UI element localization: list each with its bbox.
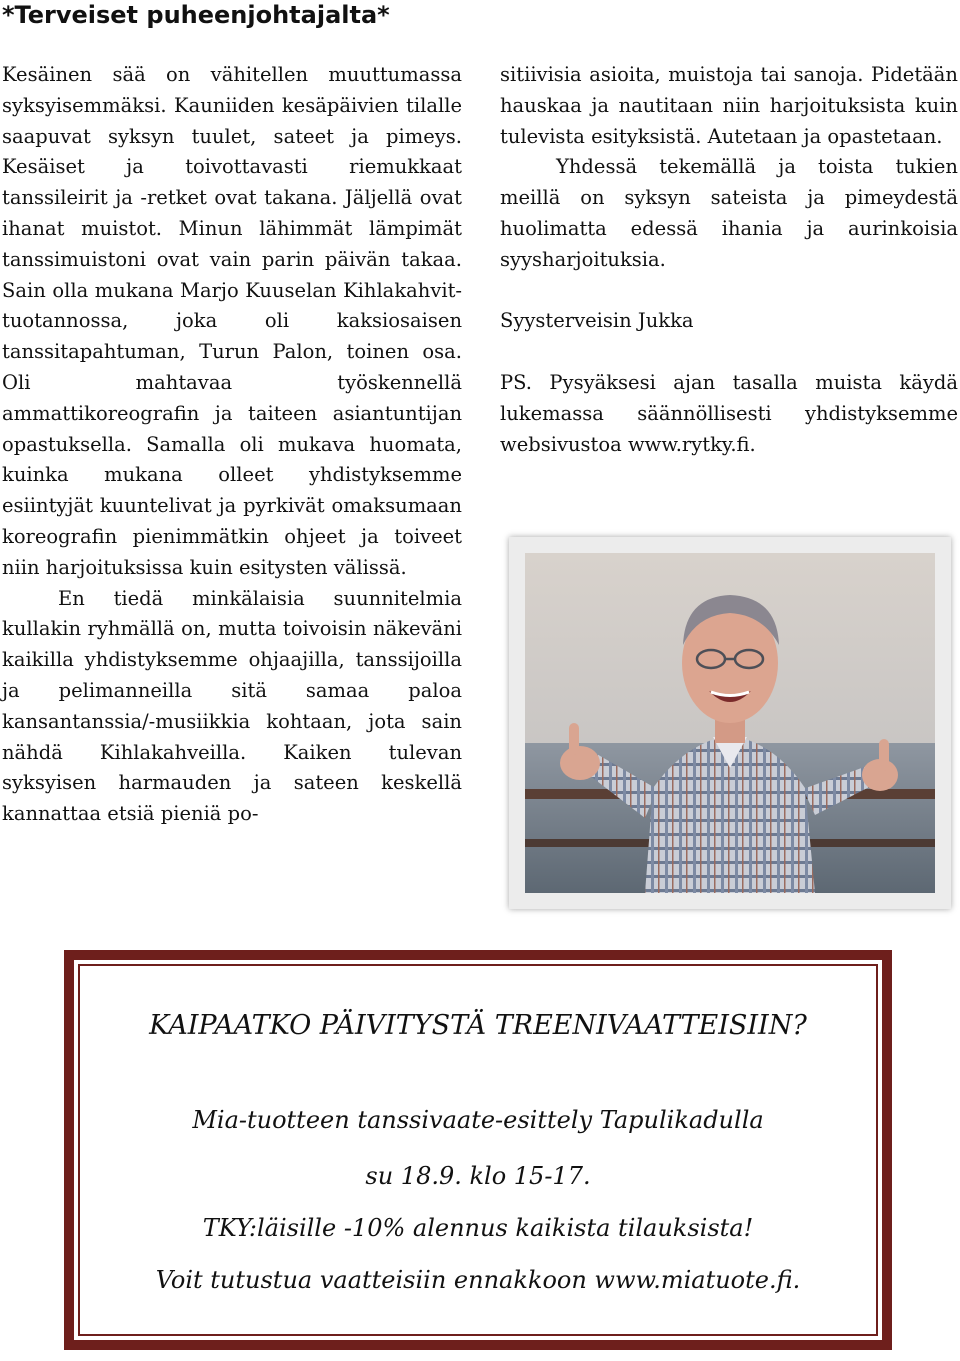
advertisement-box: [64, 950, 892, 1350]
ad-line: Mia-tuotteen tanssivaate-esittely Tapulikadulla: [192, 1106, 764, 1134]
article-paragraph: sitiivisia asioita, muistoja tai sanoja. Pidetään hauskaa ja nautitaan niin harjoituksista kuin tulevista esityksistä. Autetaan ja opastetaan.: [500, 63, 958, 148]
chairman-photo: [509, 537, 951, 909]
article-column-left: [2, 60, 462, 830]
ad-line: Voit tutustua vaatteisiin ennakkoon www.miatuote.fi.: [155, 1266, 801, 1294]
advertisement-inner-border: [78, 964, 878, 1336]
article-title: *Terveiset puheenjohtajalta*: [2, 1, 390, 29]
signature: Syysterveisin Jukka: [500, 309, 694, 333]
ad-headline: KAIPAATKO PÄIVITYSTÄ TREENIVAATTEISIIN?: [149, 1010, 807, 1041]
ad-line: TKY:läisille -10% alennus kaikista tilauksista!: [202, 1214, 754, 1242]
postscript: PS. Pysyäksesi ajan tasalla muista käydä lukemassa säännöllisesti yhdistyksemme websivustoa www.rytky.fi.: [500, 370, 958, 456]
article-paragraph: Kesäinen sää on vähitellen muuttumassa syksyisemmäksi. Kauniiden kesäpäivien tilalle saapuvat syksyn tuulet, sateet ja pimeys. Kesäiset ja toivottavasti riemukkaat tanssileirit ja -retket ovat takana. Jäljellä ovat ihanat muistot. Minun lähimmät lämpimät tanssimuistoni ovat vain parin päivän takaa. Sain olla mukana Marjo Kuuselan Kihlakahvit-tuotannossa, joka oli kaksiosaisen tanssitapahtuman, Turun Palon, toinen osa. Oli mahtavaa työskennellä ammattikoreografin ja taiteen asiantuntijan opastuksella. Samalla oli mukava huomata, kuinka mukana olleet yhdistyksemme esiintyjät kuuntelivat ja pyrkivät omaksumaan koreografin pienimmätkin ohjeet ja toiveet niin harjoituksissa kuin esitysten välissä.: [2, 63, 462, 579]
ad-line: su 18.9. klo 15-17.: [365, 1162, 591, 1190]
portrait-image: [525, 553, 935, 893]
article-paragraph: En tiedä minkälaisia suunnitelmia kullakin ryhmällä on, mutta toivoisin näkeväni kaikilla yhdistyksemme ohjaajilla, tanssijoilla ja pelimanneilla sitä samaa paloa kansantanssia/-musiikkia kohtaan, jota sain nähdä Kihlakahveilla. Kaiken tulevan syksyisen harmauden ja sateen keskellä kannattaa etsiä pieniä po-: [2, 586, 462, 826]
article-paragraph: Yhdessä tekemällä ja toista tukien meillä on syksyn sateista ja pimeydestä huolimatta edessä ihania ja aurinkoisia syysharjoituksia.: [500, 155, 958, 271]
article-column-right: [500, 60, 958, 460]
